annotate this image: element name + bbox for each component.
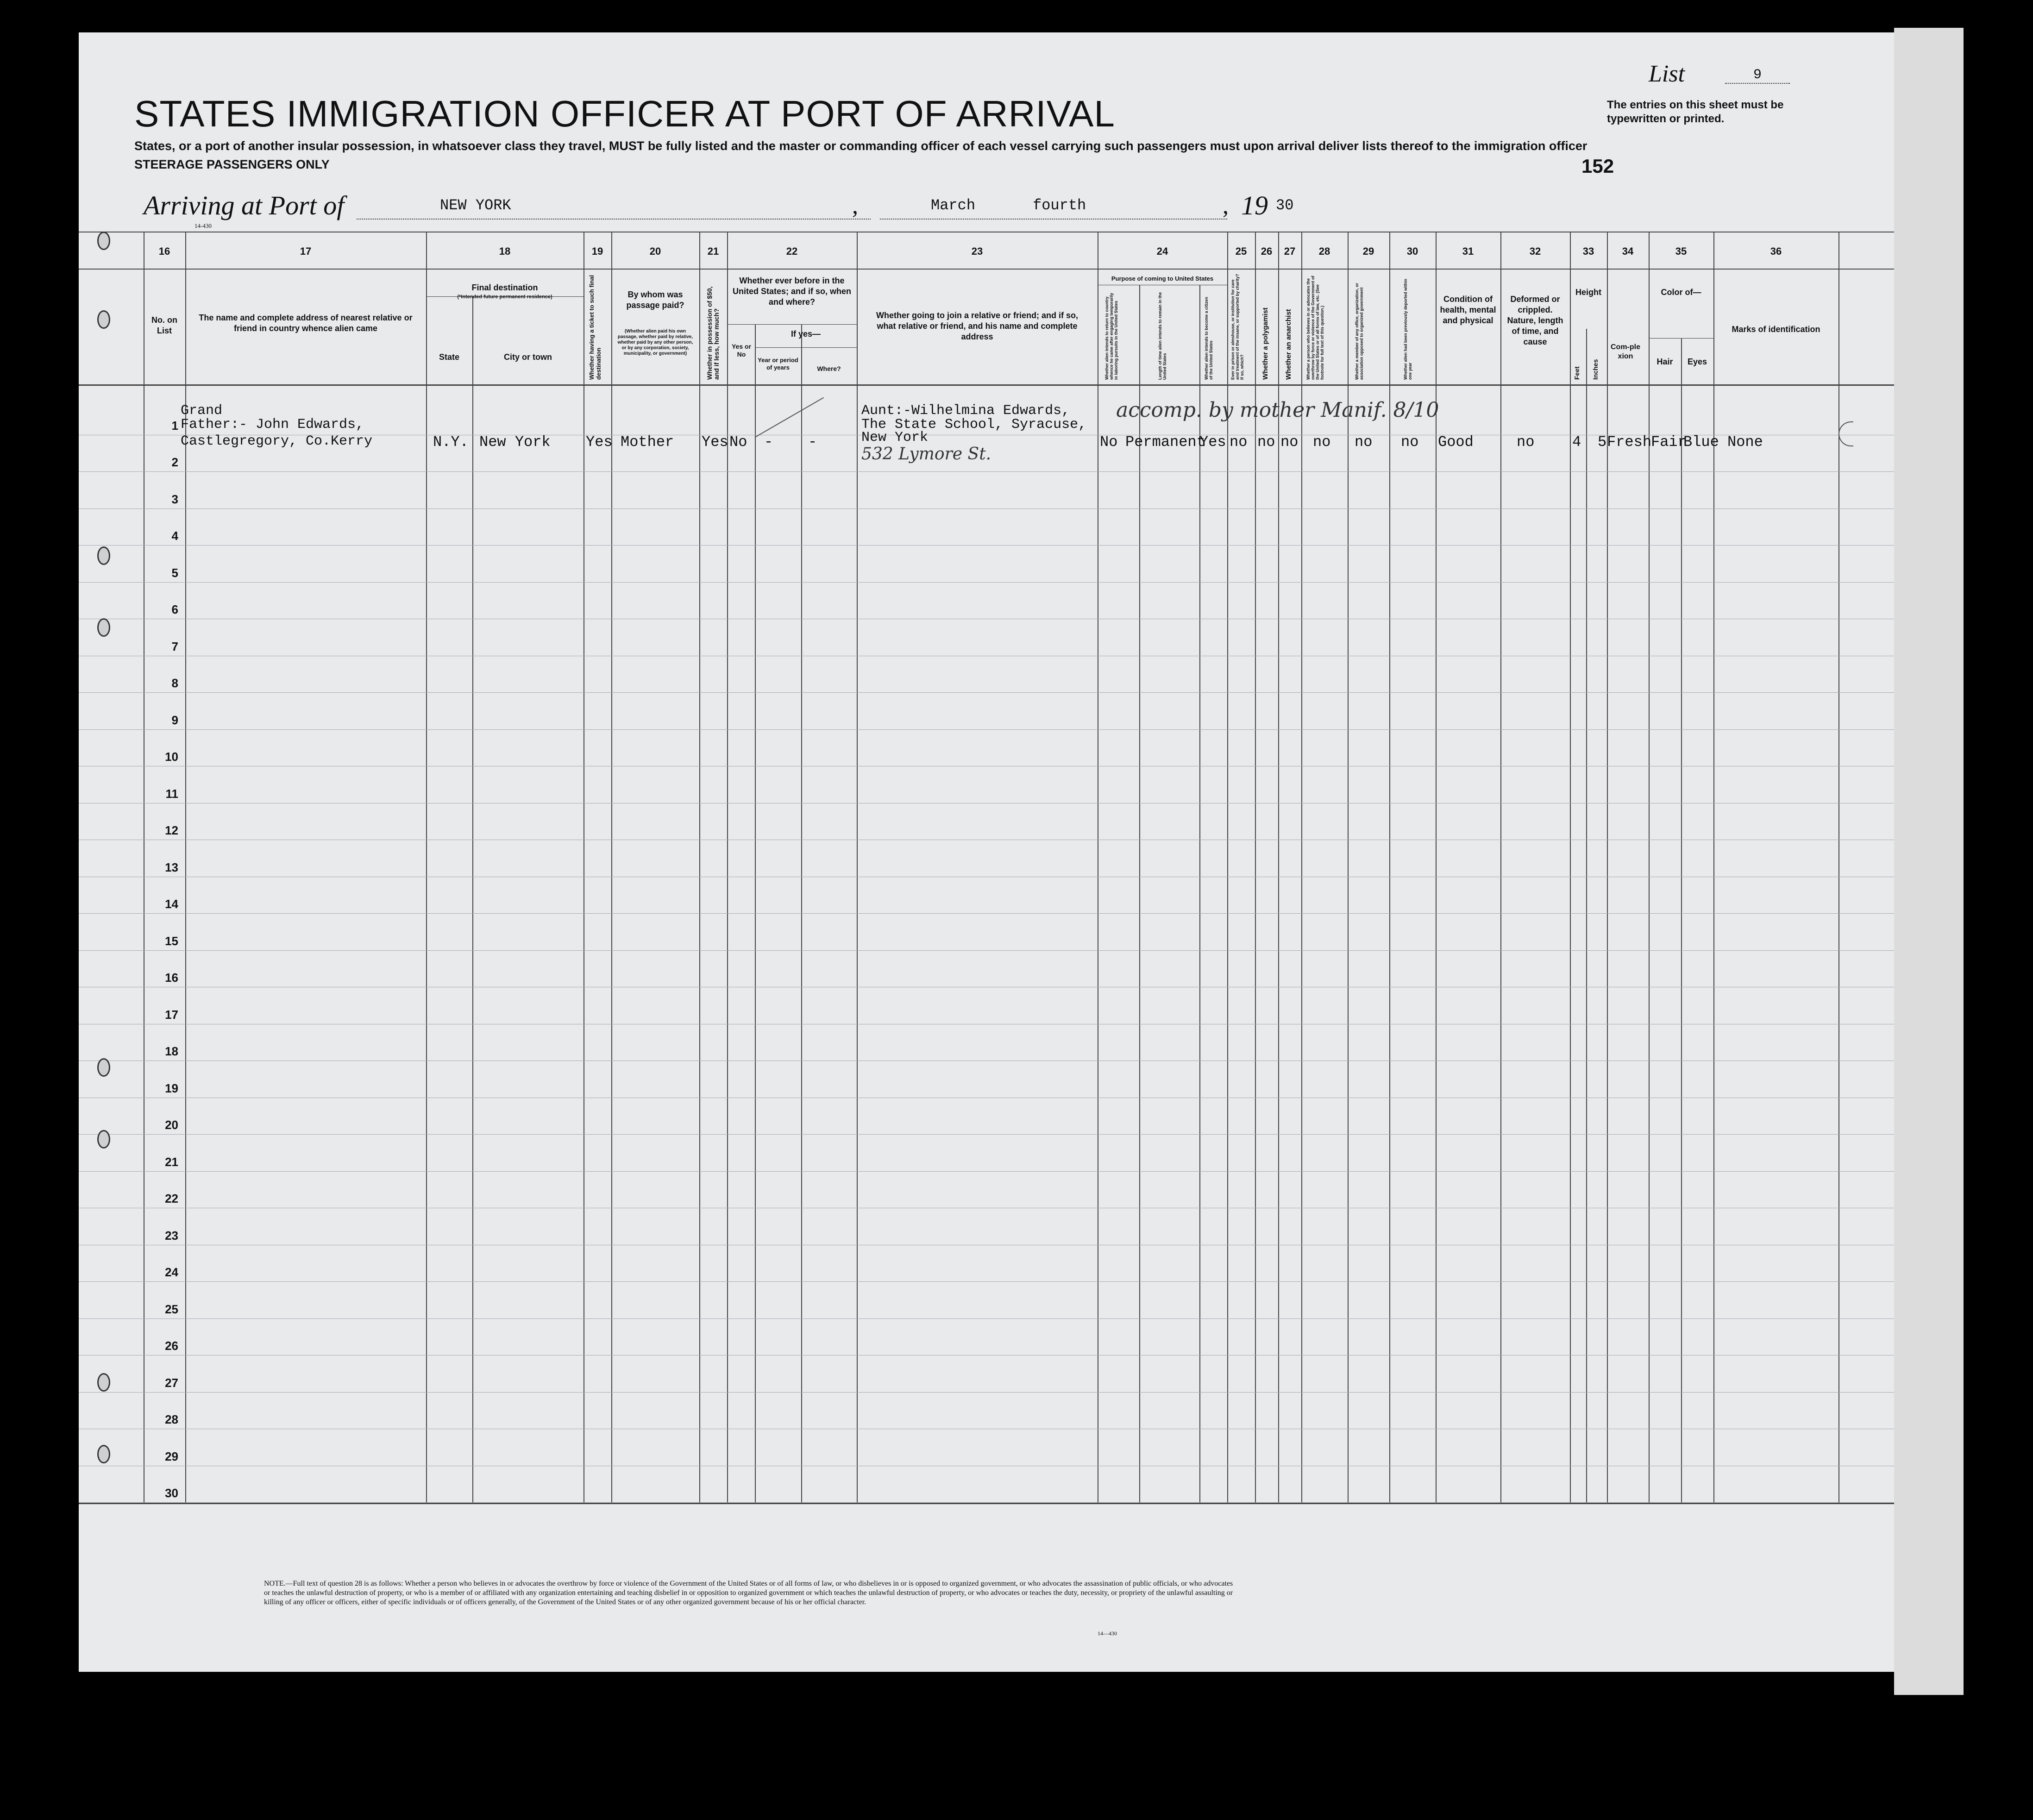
- subhdr-line: [1649, 338, 1713, 339]
- hdr-no-on-list: No. on List: [151, 315, 177, 335]
- hdr-complexion: Com-plexion: [1611, 343, 1640, 360]
- col-number-20: 20: [649, 245, 661, 257]
- entry-citizen: Yes: [1199, 433, 1226, 451]
- row-number: 15: [165, 934, 178, 948]
- header-bottom-border: [79, 384, 1894, 386]
- hdr-state: State: [439, 352, 459, 362]
- hdr-height: Height: [1575, 288, 1601, 297]
- entry-joining-line1: Aunt:-Wilhelmina Edwards,: [861, 403, 1070, 419]
- hdr-joining: Whether going to join a relative or friend; and if so, what relative or friend, and his name and complete address: [876, 311, 1079, 341]
- entry-marks: None: [1727, 433, 1763, 451]
- instructions-text: States, or a port of another insular possession, in whatsoever class they travel, MUST be fully listed and the master or commanding officer of each vessel carrying such passengers must upon arrival deliver lists thereof to the immigration officer: [134, 139, 1587, 153]
- entry-prison: no: [1230, 433, 1248, 451]
- entry-complexion: Fresh: [1607, 433, 1652, 451]
- row-number: 2: [171, 455, 178, 469]
- binding-hole: [97, 1130, 110, 1148]
- row-line: [79, 1318, 1894, 1319]
- entry-anarchist: no: [1280, 433, 1299, 451]
- hdr-final-destination: Final destination: [471, 283, 538, 292]
- row-line: [79, 692, 1894, 693]
- col-line: [472, 296, 473, 1503]
- col-number-30: 30: [1406, 245, 1418, 257]
- col-line: [1713, 232, 1714, 1503]
- col-number-35: 35: [1675, 245, 1687, 257]
- hdr-marks: Marks of identification: [1732, 325, 1820, 334]
- binding-hole: [97, 1445, 110, 1463]
- adjacent-sheet-edge: [1894, 28, 1964, 1695]
- row-line: [79, 471, 1894, 472]
- hdr-overthrow: Whether a person who believes in or advocates the overthrow by force or violence of the Government of the United States or of all forms of law, etc. (See footnote for full text of this question.): [1306, 276, 1324, 380]
- col-number-28: 28: [1318, 245, 1330, 257]
- row-line: [79, 582, 1894, 583]
- col-line: [1436, 232, 1437, 1503]
- entry-relative-line2: Castlegregory, Co.Kerry: [181, 433, 373, 449]
- hdr-ticket: Whether having a ticket to such final destination: [588, 275, 602, 380]
- row-number: 9: [171, 713, 178, 727]
- subhdr-line: [755, 347, 857, 348]
- row-number: 6: [171, 602, 178, 616]
- arriving-label: Arriving at Port of: [144, 190, 345, 220]
- page-title: STATES IMMIGRATION OFFICER AT PORT OF ARRIVAL: [134, 93, 1115, 134]
- entry-polygamist: no: [1257, 433, 1275, 451]
- row-line: [79, 1281, 1894, 1282]
- hdr-deformed: Deformed or crippled. Nature, length of time, and cause: [1507, 295, 1563, 346]
- col-line: [1301, 232, 1302, 1503]
- year-suffix: 30: [1276, 197, 1294, 214]
- col-line: [1348, 232, 1349, 1503]
- hdr-final-destination-sub: (*Intended future permanent residence): [457, 294, 552, 300]
- col-number-33: 33: [1582, 245, 1594, 257]
- col-number-17: 17: [300, 245, 312, 257]
- entry-eyes: Blue: [1683, 433, 1719, 451]
- date-underline: [880, 218, 1227, 220]
- row-number: 24: [165, 1265, 178, 1279]
- binding-hole: [97, 1373, 110, 1392]
- col-number-25: 25: [1235, 245, 1247, 257]
- col-line: [1649, 232, 1650, 1503]
- row-line: [79, 508, 1894, 509]
- row-number: 12: [165, 823, 178, 837]
- comma: ,: [852, 193, 858, 219]
- col-line: [857, 232, 858, 1503]
- row-number: 25: [165, 1302, 178, 1316]
- row-number: 14: [165, 897, 178, 911]
- hdr-org-member: Whether a member of any office, organization, or association opposed to organized government: [1355, 282, 1364, 380]
- col-number-26: 26: [1261, 245, 1273, 257]
- hdr-citizen: Whether alien intends to become a citizen of the United States: [1204, 296, 1213, 380]
- col-line: [1227, 232, 1228, 1503]
- col-number-36: 36: [1770, 245, 1782, 257]
- list-label: List: [1649, 61, 1685, 87]
- typewritten-note: The entries on this sheet must be typewritten or printed.: [1607, 99, 1784, 125]
- row-line: [79, 1502, 1894, 1503]
- hdr-inches: Inches: [1592, 359, 1599, 380]
- form-code: 14-430: [195, 222, 212, 229]
- footnote-question-28: NOTE.—Full text of question 28 is as follows: Whether a person who believes in or advocates the overthrow by force or violence of the Government of the United States or of all forms of law, or who disbelieves in or is opposed to organized government, or who advocates the assassination of public officials, or who advocates or teaches the unlawful destruction of property, or who is a member of or affiliated with any organization entertaining and teaching disbelief in or opposition to organized government or which teaches the unlawful destruction of property, or who advocates or teaches the duty, necessity, or propriety of the unlawful assaulting or killing of any officer or officers, either of specific individuals or of officers generally, of the Government of the United States or of any other organized government because of his or her official character.: [264, 1580, 1233, 1606]
- col-line: [1278, 232, 1279, 1503]
- row-number: 22: [165, 1192, 178, 1205]
- col-line: [1681, 338, 1682, 1503]
- entry-org-member: no: [1355, 433, 1373, 451]
- hdr-yes-or-no: Yes or No: [731, 343, 752, 358]
- subhdr-line: [727, 324, 857, 325]
- col-line: [426, 232, 427, 1503]
- hdr-deported: Whether alien had been previously deported within one year: [1403, 278, 1412, 380]
- entry-before-us: No: [729, 433, 747, 451]
- entry-relative-line1: Father:- John Edwards,: [181, 417, 364, 433]
- hdr-relative-address: The name and complete address of nearest relative or friend in country whence alien came: [199, 313, 413, 333]
- col-line: [611, 232, 612, 1503]
- col-number-29: 29: [1362, 245, 1374, 257]
- col-line: [1838, 232, 1839, 1503]
- comma-2: ,: [1223, 193, 1229, 219]
- col-number-21: 21: [707, 245, 719, 257]
- col-number-22: 22: [786, 245, 798, 257]
- entry-period: -: [764, 433, 773, 451]
- page-number: 152: [1581, 155, 1614, 177]
- entry-hair: Fair: [1651, 433, 1687, 451]
- hdr-passage-paid-sub: (Whether alien paid his own passage, whether paid by relative, whether paid by any other person, or by any corporation, society, municipality, or government): [617, 329, 693, 356]
- binding-hole: [97, 310, 110, 329]
- col-line: [1607, 232, 1608, 1503]
- hdr-eyes: Eyes: [1687, 357, 1707, 366]
- entry-return-intent: No: [1100, 433, 1118, 451]
- manifest-page: [79, 32, 1894, 1672]
- row-number: 27: [165, 1375, 178, 1390]
- row-number: 26: [165, 1339, 178, 1353]
- row-number: 10: [165, 750, 178, 764]
- row-number: 8: [171, 676, 178, 690]
- entry-paid-by: Mother: [621, 433, 674, 451]
- entry-health: Good: [1438, 433, 1474, 451]
- col-line: [699, 232, 700, 1503]
- hdr-city: City or town: [504, 352, 552, 362]
- row-line: [79, 1171, 1894, 1172]
- port-underline: [357, 218, 871, 220]
- hdr-health: Condition of health, mental and physical: [1440, 295, 1496, 325]
- col-line: [727, 232, 728, 1503]
- footer-form-code: 14—430: [1098, 1630, 1117, 1637]
- hdr-length-stay: Length of time alien intends to remain in the United States: [1158, 292, 1167, 380]
- hdr-return-intent: Whether alien intends to return to country whence he came after engaging temporarily in laboring pursuits in the United States: [1104, 293, 1118, 380]
- binding-hole: [97, 618, 110, 637]
- entry-deformed: no: [1517, 433, 1535, 451]
- list-number: 9: [1725, 67, 1790, 84]
- hdr-prison: Ever in prison or almshouse, or institution for care and treatment of the insane, or supported by charity? If so, which?: [1230, 274, 1244, 380]
- row-number: 4: [171, 529, 178, 543]
- row-number: 11: [165, 786, 178, 801]
- row-number: 3: [171, 492, 178, 506]
- col-line: [1500, 232, 1501, 1503]
- row-number: 28: [165, 1412, 178, 1426]
- hdr-color-of: Color of—: [1661, 288, 1701, 297]
- row-number: 21: [165, 1155, 178, 1169]
- row-line: [79, 1355, 1894, 1356]
- entry-deported: no: [1401, 433, 1419, 451]
- col-line: [1389, 232, 1390, 1503]
- entry-feet: 4: [1572, 433, 1581, 451]
- col-line: [1586, 329, 1587, 1503]
- hdr-feet: Feet: [1573, 366, 1581, 380]
- row-number: 13: [165, 860, 178, 874]
- row-number: 7: [171, 639, 178, 653]
- year-prefix: 19: [1241, 190, 1268, 220]
- entry-joining-line2: The State School, Syracuse,: [861, 417, 1087, 433]
- hdr-anarchist: Whether an anarchist: [1285, 309, 1293, 380]
- entry-state: N.Y.: [433, 433, 469, 451]
- handwritten-annotation: accomp. by mother Manif. 8/10: [1116, 398, 1439, 422]
- col-number-34: 34: [1622, 245, 1634, 257]
- binding-hole: [97, 1058, 110, 1077]
- col-number-24: 24: [1156, 245, 1168, 257]
- binding-hole: [97, 546, 110, 565]
- checkmark-stroke: [755, 397, 824, 438]
- binding-hole: [97, 232, 110, 250]
- entry-length-stay: Permanent: [1125, 433, 1205, 451]
- row-number: 20: [165, 1118, 178, 1132]
- row-number: 5: [171, 565, 178, 580]
- entry-ticket: Yes: [586, 433, 613, 451]
- hdr-fifty-dollars: Whether in possession of $50, and if less, how much?: [706, 286, 720, 380]
- row-number: 17: [165, 1007, 178, 1022]
- hdr-ever-before: Whether ever before in the United States; and if so, when and where?: [732, 276, 852, 307]
- row-number: 30: [165, 1486, 178, 1500]
- hdr-where: Where?: [817, 365, 841, 372]
- hdr-passage-paid: By whom was passage paid?: [626, 290, 684, 310]
- row-number: 16: [165, 971, 178, 985]
- row-number: 18: [165, 1044, 178, 1058]
- arrival-port: NEW YORK: [440, 197, 511, 214]
- entry-joining-handwritten: 532 Lymore St.: [861, 445, 991, 464]
- col-line: [1255, 232, 1256, 1503]
- col-number-19: 19: [591, 245, 603, 257]
- table-bottom-border: [79, 1503, 1894, 1504]
- hdr-period: Year or period of years: [758, 357, 798, 371]
- hdr-hair: Hair: [1657, 357, 1673, 366]
- col-number-18: 18: [499, 245, 511, 257]
- entry-overthrow: no: [1313, 433, 1331, 451]
- col-number-16: 16: [158, 245, 170, 257]
- col-number-27: 27: [1284, 245, 1296, 257]
- col-number-32: 32: [1529, 245, 1541, 257]
- row-number: 1: [171, 418, 178, 433]
- row-line: [79, 729, 1894, 730]
- column-number-divider: [79, 269, 1894, 270]
- col-number-23: 23: [971, 245, 983, 257]
- bracket-mark: [1838, 421, 1853, 446]
- row-line: [79, 1134, 1894, 1135]
- row-number: 23: [165, 1228, 178, 1243]
- row-number: 19: [165, 1081, 178, 1095]
- col-number-31: 31: [1462, 245, 1474, 257]
- entry-city: New York: [479, 433, 551, 451]
- row-line: [79, 950, 1894, 951]
- col-line: [1570, 232, 1571, 1503]
- arrival-day: fourth: [1033, 197, 1086, 214]
- hdr-polygamist: Whether a polygamist: [1261, 308, 1269, 380]
- entry-joining-line3: New York: [861, 430, 929, 446]
- row-number: 29: [165, 1449, 178, 1463]
- passenger-class: STEERAGE PASSENGERS ONLY: [134, 157, 330, 171]
- row-line: [79, 913, 1894, 914]
- entry-relative-line0: Grand: [181, 403, 223, 419]
- row-line: [79, 1392, 1894, 1393]
- hdr-if-yes: If yes—: [791, 329, 821, 339]
- entry-where: -: [808, 433, 817, 451]
- arrival-month: March: [931, 197, 976, 214]
- hdr-purpose: Purpose of coming to United States: [1111, 275, 1214, 282]
- row-line: [79, 545, 1894, 546]
- col-line: [1139, 285, 1140, 1503]
- entry-inches: 5: [1598, 433, 1607, 451]
- entry-money: Yes: [702, 433, 728, 451]
- col-line: [1199, 285, 1200, 1503]
